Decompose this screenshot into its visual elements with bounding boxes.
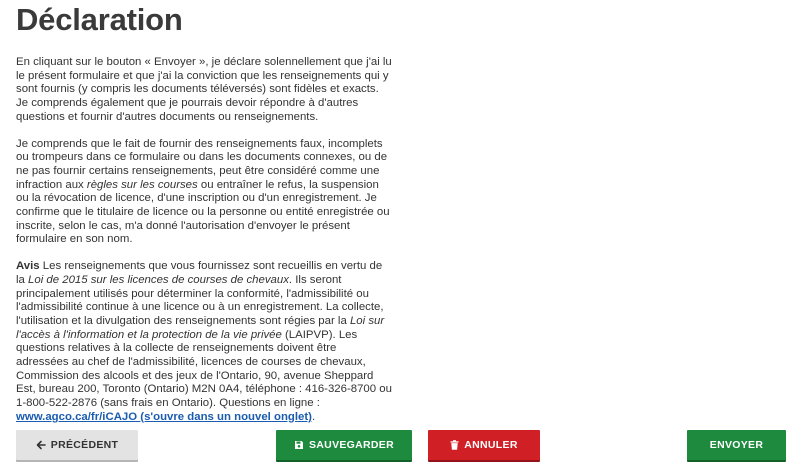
paragraph-text: (LAIPVP). Les questions relatives à la collecte de renseignements doivent être adressées au chef de l'admissibilité, licences de courses de chevaux, Commission des alcools et des jeux de l'Ontario, 90, avenue Sheppard Est, bureau 200, Toronto (Ontario) M2N 0A4, téléphone : 416-326-8700 ou 1-800-522-2876 (sans frais en Ontario). Questions en ligne : xyxy=(16,328,392,410)
save-button-label: SAUVEGARDER xyxy=(309,439,394,451)
notice-label: Avis xyxy=(16,260,40,273)
notice-paragraph xyxy=(16,260,392,424)
paragraph-text: Je comprends que le fait de fournir des renseignements faux, incomplets ou trompeurs dans ce formulaire ou dans les documents connexes, ou de ne pas fournir certains renseignements, peut être considéré comme une infraction aux xyxy=(16,137,388,191)
law-reference: Loi de 2015 sur les licences de courses de chevaux xyxy=(28,273,289,286)
save-button[interactable] xyxy=(276,430,412,460)
paragraph-text: ou entraîner le refus, la suspension ou la révocation de licence, d'une inscription ou d'un enregistrement. Je confirme que le titulaire de licence ou la personne ou entité enregistrée ou inscrite, selon le cas, m'a donné l'autorisation d'envoyer le présent formulaire en son nom. xyxy=(16,178,390,246)
law-reference: Loi sur l'accès à l'information et la protection de la vie privée xyxy=(16,314,385,341)
declaration-paragraph-1 xyxy=(16,56,392,125)
previous-button[interactable] xyxy=(16,430,138,460)
declaration-text: En cliquant sur le bouton « Envoyer », je déclare solennellement que j'ai lu le présent formulaire et que j'ai la conviction que les renseignements qui y sont fournis (y compris les documents téléversés) sont fidèles et exacts. Je comprends également que je pourrais devoir répondre à d'autres questions et fournir d'autres documents ou renseignements. xyxy=(16,56,392,123)
trash-icon xyxy=(450,440,459,450)
page-title: Déclaration xyxy=(16,2,183,37)
send-button[interactable] xyxy=(687,430,786,460)
arrow-left-icon xyxy=(36,440,46,450)
send-button-label: ENVOYER xyxy=(709,439,764,451)
paragraph-text: . Ils seront principalement utilisés pour déterminer la conformité, l'admissibilité ou l'admissibilité continue à une licence ou à un enregistrement. La collecte, l'utilisation et la divulgation des renseignements sont régies par la xyxy=(16,273,384,327)
cancel-button[interactable] xyxy=(428,430,540,460)
cancel-button-label: ANNULER xyxy=(464,439,518,451)
declaration-content xyxy=(16,56,392,438)
rules-reference: règles sur les courses xyxy=(86,178,198,191)
paragraph-text: Les renseignements que vous fournissez sont recueillis en vertu de la xyxy=(16,260,383,286)
icajo-link[interactable]: www.agco.ca/fr/iCAJO (s'ouvre dans un nouvel onglet) xyxy=(16,410,312,423)
paragraph-text: . xyxy=(311,410,316,423)
previous-button-label: PRÉCÉDENT xyxy=(50,439,119,451)
declaration-paragraph-2 xyxy=(16,138,392,248)
floppy-disk-icon xyxy=(294,440,304,450)
